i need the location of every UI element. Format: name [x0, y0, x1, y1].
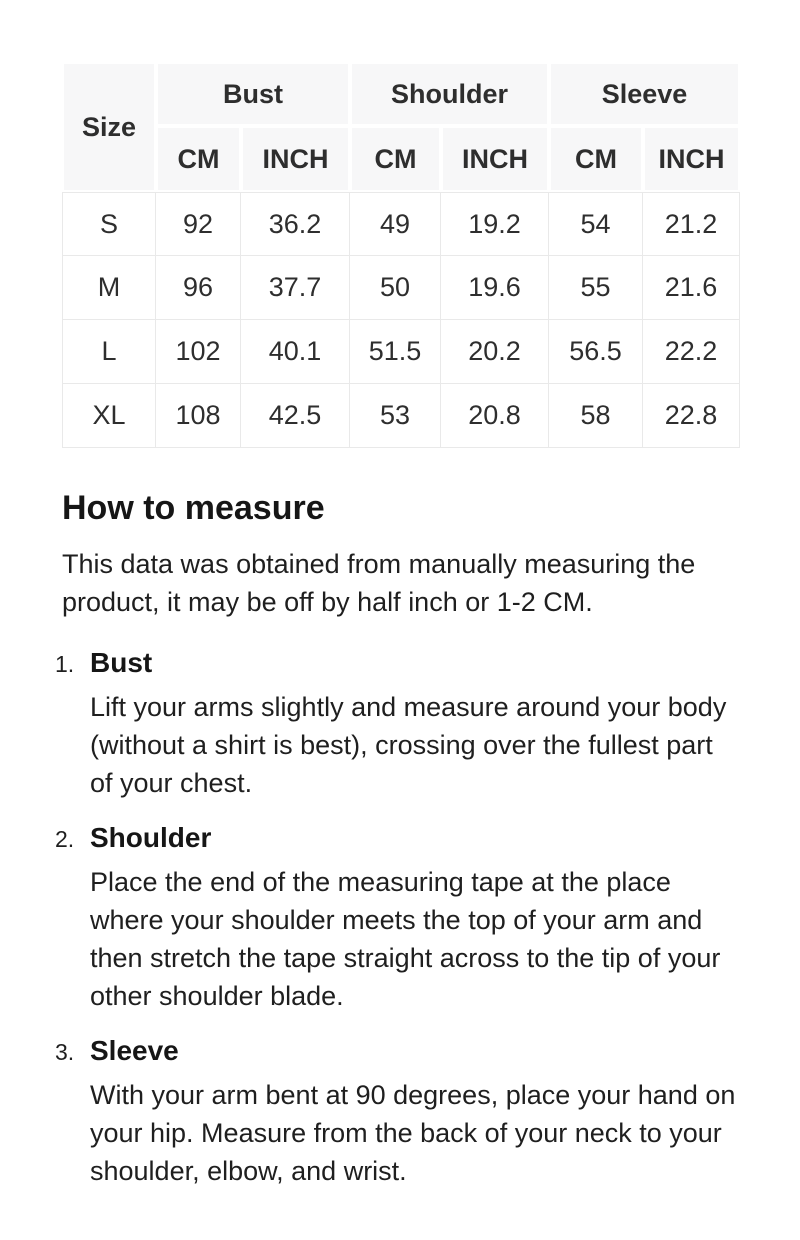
table-cell: 21.6 [643, 256, 740, 320]
size-label: XL [62, 384, 156, 448]
unit-header-sleeve-cm: CM [549, 126, 643, 192]
table-cell: 20.2 [441, 320, 549, 384]
page-title: How to measure [62, 489, 325, 527]
table-cell: 19.6 [441, 256, 549, 320]
unit-header-sleeve-inch: INCH [643, 126, 740, 192]
intro-text: This data was obtained from manually measuring the product, it may be off by half inch or 1-2 CM. [62, 549, 696, 617]
step-heading [55, 647, 740, 679]
table-cell: 108 [156, 384, 241, 448]
table-row [62, 320, 740, 384]
measure-steps-list [55, 647, 740, 1190]
table-cell: 51.5 [350, 320, 441, 384]
unit-header-shoulder-inch: INCH [441, 126, 549, 192]
size-chart-table [62, 62, 740, 448]
group-header-shoulder: Shoulder [350, 62, 549, 126]
table-cell: 22.8 [643, 384, 740, 448]
table-cell: 96 [156, 256, 241, 320]
table-cell: 42.5 [241, 384, 350, 448]
table-cell: 19.2 [441, 192, 549, 256]
group-header-sleeve: Sleeve [549, 62, 740, 126]
table-units-header-row [62, 126, 740, 192]
table-cell: 54 [549, 192, 643, 256]
table-cell: 55 [549, 256, 643, 320]
table-cell: 53 [350, 384, 441, 448]
table-cell: 102 [156, 320, 241, 384]
step-description: With your arm bent at 90 degrees, place your hand on your hip. Measure from the back of your neck to your shoulder, elbow, and wrist. [90, 1080, 736, 1186]
table-cell: 50 [350, 256, 441, 320]
table-row [62, 192, 740, 256]
table-cell: 58 [549, 384, 643, 448]
size-label: S [62, 192, 156, 256]
step-term: Bust [90, 647, 153, 678]
list-item [55, 647, 740, 802]
list-item [55, 1035, 740, 1190]
unit-header-bust-inch: INCH [241, 126, 350, 192]
step-term: Sleeve [90, 1035, 179, 1066]
unit-header-shoulder-cm: CM [350, 126, 441, 192]
size-label: L [62, 320, 156, 384]
table-cell: 37.7 [241, 256, 350, 320]
group-header-bust: Bust [156, 62, 350, 126]
step-number: 2. [55, 826, 75, 852]
table-cell: 40.1 [241, 320, 350, 384]
step-number: 1. [55, 651, 75, 677]
table-row [62, 256, 740, 320]
table-cell: 22.2 [643, 320, 740, 384]
list-item [55, 822, 740, 1015]
table-cell: 36.2 [241, 192, 350, 256]
table-cell: 92 [156, 192, 241, 256]
table-row [62, 384, 740, 448]
size-column-header: Size [62, 62, 156, 192]
step-number: 3. [55, 1039, 75, 1065]
table-cell: 56.5 [549, 320, 643, 384]
table-cell: 20.8 [441, 384, 549, 448]
table-group-header-row [62, 62, 740, 126]
step-description: Lift your arms slightly and measure around your body (without a shirt is best), crossing over the fullest part of your chest. [90, 692, 727, 798]
step-term: Shoulder [90, 822, 212, 853]
step-heading [55, 822, 740, 854]
unit-header-bust-cm: CM [156, 126, 241, 192]
step-description: Place the end of the measuring tape at the place where your shoulder meets the top of your arm and then stretch the tape straight across to the tip of your other shoulder blade. [90, 867, 721, 1011]
step-heading [55, 1035, 740, 1067]
size-label: M [62, 256, 156, 320]
table-cell: 21.2 [643, 192, 740, 256]
table-cell: 49 [350, 192, 441, 256]
